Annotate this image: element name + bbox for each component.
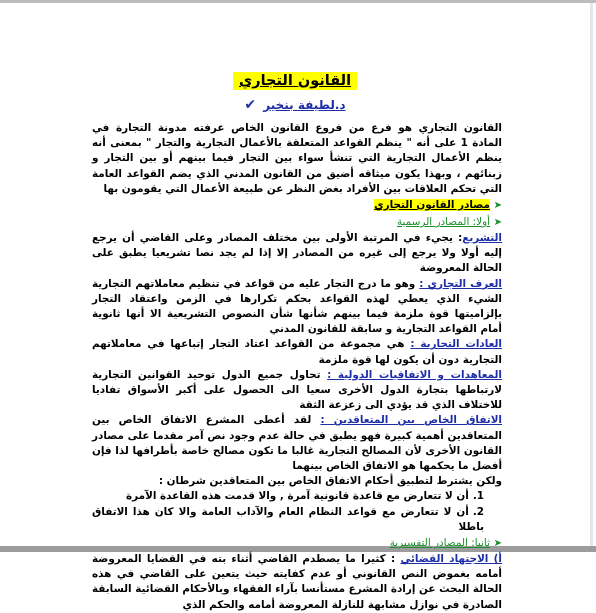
- author-name: د.لطيفة بنخير: [263, 98, 346, 112]
- paragraph-habits: [92, 337, 502, 367]
- text-custom: وهو ما درج التجار عليه من قواعد في تنظيم معاملاتهم التجارية الشيء الذي يعطي لهذه القواعد بحكم تكرارها في الزمن واعتقاد التجار بإلزاميتها قوة ملزمة فيما بينهم شأنها شأن النصوص التشريعية الا أنها ثانوية أمام القواعد التجارية و سابقة للقانون المدني: [92, 277, 502, 336]
- section-title-sources: مصادر القانون التجاري: [374, 199, 490, 212]
- document-page: [0, 3, 590, 611]
- arrow-bullet-icon: ➤: [493, 217, 502, 229]
- text-legislation: : يجيء في المرتبة الأولى بين مختلف المصادر وعلى القاضي أن يرجع إليه أولا ولا يرجع إلى غيره من المصادر إلا إذا لم يجد نصا تشريعيا يطبق على الحالة المعروضة: [92, 232, 502, 275]
- arrow-bullet-icon: ➤: [493, 200, 502, 212]
- section-title-interpretive: ثانيا: المصادر التفسيرية: [389, 537, 490, 550]
- item-text: أن لا تتعارض مع قاعدة قانونية آمرة , والا قدمت هذه القاعدة الآمرة: [126, 490, 469, 503]
- term-treaties: المعاهدات و الاتفاقيات الدولية :: [327, 368, 502, 381]
- section-title-official: أولا: المصادر الرسمية: [396, 216, 490, 229]
- text-treaties: تحاول جميع الدول توحيد القوانين التجارية لارتباطها بتجارة الدول الأخرى سعيا الى الحصول على أكبر الأسواق تفاديا للاختلاف الذي قد يؤدي الى زعزعة الثقة: [92, 368, 502, 412]
- term-jurisprudence: أ) الاجتهاد القضائي: [400, 553, 502, 566]
- document-body: [92, 121, 502, 613]
- document-title: القانون التجاري: [233, 72, 357, 90]
- section-heading-sources: [92, 197, 502, 214]
- term-agreement: الاتفاق الخاص بين المتعاقدين :: [320, 414, 502, 427]
- text-habits: هي مجموعة من القواعد اعتاد التجار إتباعها في معاملاتهم التجارية دون أن يكون لها قوة ملزمة: [92, 338, 502, 366]
- paragraph-agreement: [92, 413, 502, 474]
- item-text: أن لا تتعارض مع قواعد النظام العام والآداب العامة والا كان هذا الاتفاق باطلا: [92, 505, 484, 533]
- text-agreement: لقد أعطى المشرع الاتفاق الخاص بين المتعاقدين أهمية كبيرة فهو يطبق في حالة عدم وجود نص آمر مقدما على مصادر القانون الأخرى لأن المصالح التجارية غالبا ما تكون مصالح خاصة بأطرافها لذا فإن أفضل ما يحكمها هو الاتفاق الخاص بينهما: [92, 414, 502, 473]
- item-number: 1.: [472, 490, 484, 503]
- section-heading-official: [92, 214, 502, 231]
- section-heading-interpretive: [92, 535, 502, 552]
- conditions-list: [92, 489, 502, 535]
- arrow-bullet-icon: ➤: [493, 538, 502, 550]
- term-legislation: التشريع: [462, 232, 502, 245]
- list-item: [92, 505, 484, 535]
- checkmark-icon: ✔: [244, 97, 257, 113]
- paragraph-jurisprudence: [92, 552, 502, 613]
- text-jurisprudence: : كثيرا ما يصطدم القاضي أثناء بته في القضايا المعروضة أمامه بغموض النص القانوني أو عدم كفايته حيث يتعين على القاضي في هذه الحالة البحث عن إرادة المشرع مستأنسا بآراء الفقهاء وبالأحكام القضائية السابقة الصادرة في نوازل مشابهة للنازلة المعروضة أمامه والحكم الذي: [92, 553, 502, 611]
- term-habits: العادات التجارية :: [410, 338, 502, 351]
- conditions-intro: ولكن يشترط لتطبيق أحكام الاتفاق الخاص بين المتعاقدين شرطان :: [158, 475, 502, 488]
- paragraph-treaties: [92, 368, 502, 414]
- paragraph-custom: [92, 277, 502, 338]
- author-row: [0, 94, 590, 113]
- paragraph-legislation: [92, 231, 502, 277]
- list-item: [92, 489, 484, 504]
- term-custom: العرف التجاري :: [419, 277, 502, 290]
- intro-paragraph: القانون التجاري هو فرع من فروع القانون الخاص عرفته مدونة التجارة في المادة 1 على أنه " ينظم القواعد المتعلقة بالأعمال التجارية والتجار " بمعنى أنه ينظم الأعمال التجارية التي تنشأ سواء بين التجار فيما بينهم أو بين التجار و زبنائهم ، وبهذا يكون ميثاقه أضيق من القانون المدني الذي يضم القواعد العامة التي تحكم العلاقات بين الأفراد بغض النظر عن طبيعة الأعمال التي يقومون بها: [92, 122, 502, 195]
- title-row: [0, 70, 590, 90]
- right-border: [590, 3, 593, 546]
- item-number: 2.: [472, 505, 484, 518]
